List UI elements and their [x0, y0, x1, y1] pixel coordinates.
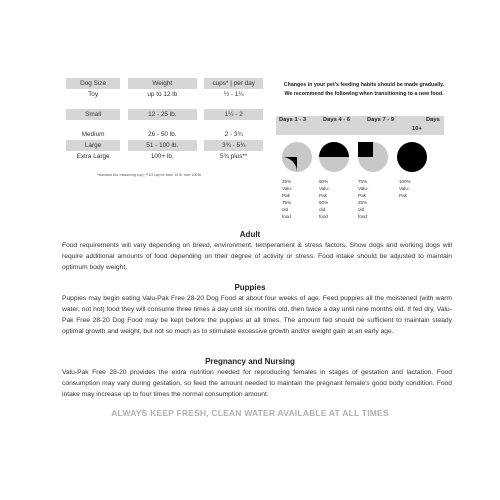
pie-label-75 [358, 178, 368, 220]
feeding-table [66, 78, 263, 162]
pie-chart-100 [397, 142, 427, 172]
pie-label-50 [319, 178, 329, 220]
table-header-row [66, 78, 263, 89]
days-label: Days 7 - 9 [367, 117, 395, 123]
pie-new-food [319, 142, 349, 157]
days-bar [276, 116, 444, 135]
table-footnote: *standard 8oz measuring cup | **1/3 cup for each 10 lb. over 100 lb. [97, 173, 203, 177]
puppies-title: Puppies [234, 283, 266, 292]
pie-label-line: Pak [399, 193, 407, 198]
pie-chart-75 [358, 142, 388, 172]
pie-new-food [358, 142, 373, 157]
cell-weight: 100+ lb. [150, 153, 174, 160]
adult-text: Food requirements will vary depending on breed, environment, temperament & stress factors. Show dogs and working dogs will require additional amounts of food depending on their degree of activity or stress. Food intake should be adjusted to maintain optimum body weight. [62, 242, 452, 271]
transition-heading [278, 81, 450, 99]
days-label: Days 1 - 3 [279, 117, 307, 123]
cell-weight: up to 12 lb [147, 91, 178, 98]
pie-chart-50 [319, 142, 349, 172]
pie-label-line: 25% Valu-Pak [282, 179, 293, 198]
pie-label-line: 50% old food [319, 200, 329, 219]
table-row [66, 151, 263, 162]
cell-weight: 12 - 25 lb. [128, 109, 197, 120]
days-label: 10+ [412, 126, 422, 132]
table-row [66, 89, 263, 100]
adult-title: Adult [239, 230, 261, 239]
pie-label-line: 75% old food [282, 200, 292, 219]
header-cups: cups* | per day [204, 78, 263, 89]
table-row [66, 129, 263, 140]
cell-size: Large [66, 140, 120, 151]
cell-size: Medium [81, 131, 105, 138]
pie-label-100 [399, 178, 411, 199]
pregnancy-text: Valu-Pak Free 28-20 provides the extra nutrition needed for reproducing females in stages of gestation and lactation. Food consumption may vary during gestation, so feed the amount needed to maintain the pregnant female's good body condition. Food intake may increase up to four times the normal consumption amount. [62, 369, 452, 398]
pie-chart-25 [282, 142, 312, 172]
cell-weight: 51 - 100 lb. [128, 140, 197, 151]
cell-cups: 1¼ - 2 [204, 109, 263, 120]
pie-label-25 [282, 178, 292, 220]
days-label: Days [426, 117, 440, 123]
pregnancy-title: Pregnancy and Nursing [205, 357, 295, 366]
cell-cups: 5¾ plus** [220, 153, 248, 160]
cell-size: Small [66, 109, 120, 120]
cell-size: Extra Large [76, 153, 110, 160]
header-dog-size: Dog Size [66, 78, 120, 89]
cell-cups: 2 - 3¾ [224, 131, 243, 138]
pie-label-line: 25% old food [358, 200, 368, 219]
water-reminder: ALWAYS KEEP FRESH, CLEAN WATER AVAILABLE AT ALL TIMES [111, 408, 389, 418]
table-row [66, 109, 263, 120]
cell-weight: 26 - 50 lb. [148, 131, 177, 138]
pie-old-food [397, 142, 427, 172]
days-label: Days 4 - 6 [323, 117, 351, 123]
pie-label-line: 75% Valu-Pak [358, 179, 369, 198]
cell-cups: 3¾ - 5¾ [204, 140, 263, 151]
header-weight: Weight [128, 78, 197, 89]
cell-cups: ½ - 1¼ [223, 91, 244, 98]
pie-label-line: 50% Valu-Pak [319, 179, 330, 198]
transition-line-2: We recommend the following when transitioning to a new food. [284, 91, 444, 97]
cell-size: Toy [88, 91, 99, 98]
pie-label-line: 100% Valu- [399, 179, 411, 191]
transition-line-1: Changes in your pet's feeding habits should be made gradually. [283, 82, 445, 88]
puppies-text: Puppies may begin eating Valu-Pak Free 28-20 Dog Food at about four weeks of age. Feed puppies all the moistened (with warm water, not hot) food they will consume three times a day until six months old, then twice a day until nine months old. If fed dry, Valu-Pak Free 28-20 Dog Food may be kept before the puppies at all times. The amount fed should be sufficient to maintain steady optimal growth and weight, but not so much as to stimulate excessive growth and/or weight gain at an early age. [62, 295, 452, 335]
table-row [66, 140, 263, 151]
